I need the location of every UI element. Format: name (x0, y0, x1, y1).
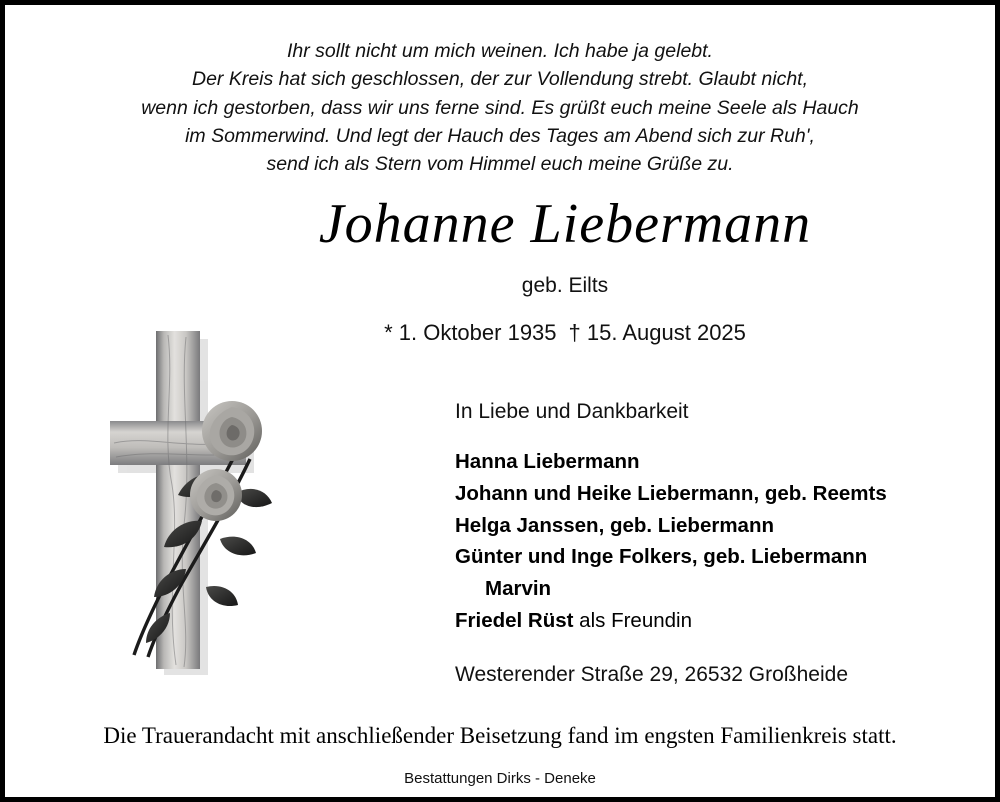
mourner-row: Günter und Inge Folkers, geb. Liebermann (455, 545, 868, 569)
poem-line: Der Kreis hat sich geschlossen, der zur Vollendung strebt. Glaubt nicht, (191, 68, 808, 91)
funeral-note: Die Trauerandacht mit anschließender Beisetzung fand im engsten Familienkreis statt. (103, 723, 897, 748)
mourner-row: Helga Janssen, geb. Liebermann (455, 513, 774, 537)
mourner-row: Hanna Liebermann (455, 450, 640, 473)
birth-date: * 1. Oktober 1935 (384, 319, 557, 345)
mourner-row (455, 605, 975, 637)
address-line: Westerender Straße 29, 26532 Großheide (455, 662, 849, 686)
poem-line: Ihr sollt nicht um mich weinen. Ich habe ja gelebt. (287, 40, 713, 62)
deceased-name-block (5, 194, 995, 346)
mourner-row: Marvin (485, 577, 552, 601)
mourner-name: Friedel Rüst (455, 608, 574, 632)
mourner-relation: als Freundin (573, 608, 692, 632)
death-date: † 15. August 2025 (568, 319, 746, 345)
memorial-poem (5, 5, 995, 178)
deceased-name: Johanne Liebermann (318, 193, 812, 256)
obituary-inner (5, 5, 995, 797)
poem-line: wenn ich gestorben, dass wir uns ferne sind. Es grüßt euch meine Seele als Hauch (141, 96, 859, 119)
funeral-home-name: Bestattungen Dirks - Deneke (404, 770, 596, 787)
mourners-block (455, 400, 975, 687)
dedication-text: In Liebe und Dankbarkeit (455, 400, 689, 423)
mourner-row: Johann und Heike Liebermann, geb. Reemts (455, 481, 887, 505)
poem-line: send ich als Stern vom Himmel euch meine Grüße zu. (266, 153, 734, 176)
poem-line: im Sommerwind. Und legt der Hauch des Tages am Abend sich zur Ruh', (185, 124, 815, 147)
marble-cross-with-roses-icon (90, 325, 305, 675)
maiden-name: geb. Eilts (521, 273, 609, 297)
